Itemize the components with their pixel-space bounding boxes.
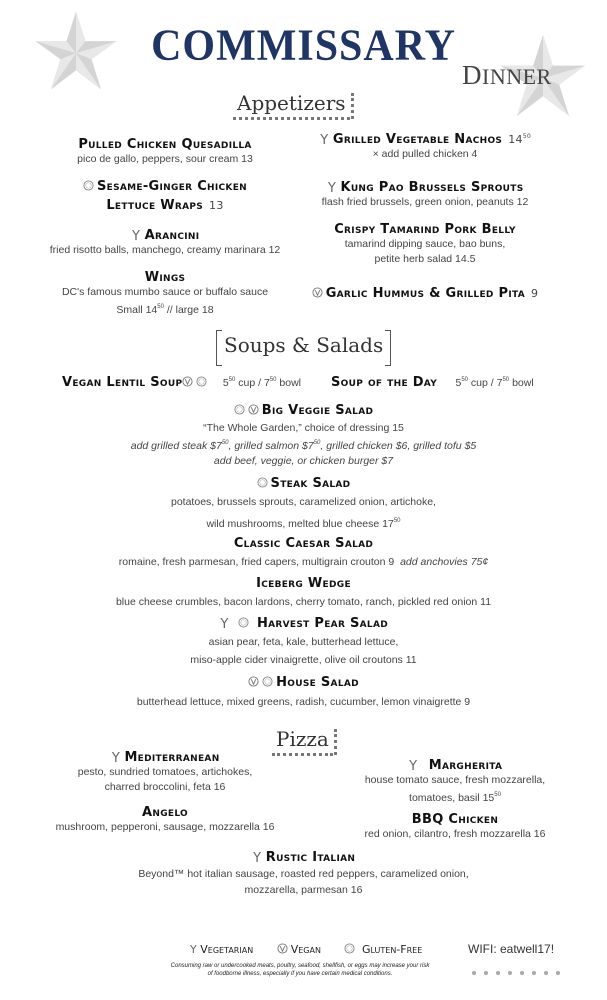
gluten-free-icon [234,404,245,415]
vegetarian-icon: Y [190,943,197,956]
gluten-free-icon [344,943,355,954]
menu-item-garlic-hummus: Garlic Hummus & Grilled Pita 9 [290,286,560,301]
gluten-free-icon [257,477,268,488]
vegan-icon [312,287,323,298]
menu-item-big-veggie-salad: Big Veggie Salad “The Whole Garden,” choice of dressing 15 add grilled steak $\$7^{50}$, grilled salmon $\$7^{50}$, grilled chicken $6, grilled tofu $5 add beef, veggie, or chicken burger $7 [130,403,477,467]
menu-item-angelo: Angelo mushroom, pepperoni, sausage, mozzarella 16 [55,805,275,833]
vegan-icon [277,943,288,954]
menu-subtitle: DINNER [462,60,552,90]
menu-item-iceberg-wedge: Iceberg Wedge blue cheese crumbles, bacon lardons, cherry tomato, ranch, pickled red onion 11 [115,576,492,608]
menu-item-house-salad: House Salad butterhead lettuce, mixed greens, radish, cucumber, lemon vinaigrette 9 [136,675,471,708]
wifi-password: WIFI: eatwell17! [468,942,555,956]
vegetarian-icon: Y [327,181,337,196]
vegan-icon [182,376,193,387]
menu-item-arancini: Y Arancini fried risotto balls, manchego, creamy marinara 12 [49,228,281,256]
vegetarian-icon: Y [320,133,329,148]
menu-item-crispy-tamarind-pork-belly: Crispy Tamarind Pork Belly tamarind dipping sauce, bao buns, petite herb salad 14.5 [334,222,516,265]
menu-item-pulled-chicken-quesadilla: Pulled Chicken Quesadilla pico de gallo, peppers, sour cream 13 [77,137,253,165]
menu-item-soup-of-the-day: Soup of the Day $5^{50}$ cup / $7^{50}$ bowl [331,375,534,390]
gluten-free-icon [83,180,94,191]
menu-item-bbq-chicken: BBQ Chicken red onion, cilantro, fresh mozzarella 16 [364,812,546,840]
menu-item-kung-pao-brussels-sprouts: Y Kung Pao Brussels Sprouts flash fried brussels, green onion, peanuts 12 [321,180,529,208]
menu-item-grilled-vegetable-nachos: Y Grilled Vegetable Nachos $14^{50}$ × add pulled chicken 4 [320,132,532,160]
gluten-free-icon [238,617,249,628]
menu-item-margherita: Y Margherita house tomato sauce, fresh mozzarella, tomatoes, basil $15^{50}$ [364,758,546,804]
dietary-legend: Y Vegetarian Vegan Gluten-Free [190,943,423,956]
menu-item-rustic-italian: Y Rustic Italian Beyond™ hot italian sausage, roasted red peppers, caramelized onion, mozzarella, parmesan 16 [138,850,469,896]
vegan-icon [248,404,259,415]
vegan-icon [248,676,259,687]
section-heading-pizza: Pizza [272,727,333,756]
menu-item-classic-caesar-salad: Classic Caesar Salad romaine, fresh parmesan, fried capers, multigrain crouton 9 add anchovies 75¢ [118,536,489,568]
vegetarian-icon: Y [220,617,229,632]
gluten-free-icon [196,376,207,387]
vegetarian-icon: Y [253,851,262,866]
menu-item-mediterranean: Y Mediterranean pesto, sundried tomatoes, artichokes, charred broccolini, feta 16 [77,750,253,793]
food-safety-disclaimer: Consuming raw or undercooked meats, poultry, seafood, shellfish, or eggs may increase your risk of foodborne illness, especially if you have certain medical conditions. [170,963,430,977]
restaurant-title: COMMISSARY [151,21,456,71]
menu-item-sesame-ginger-chicken: Sesame-Ginger Chicken Lettuce Wraps 13 [20,179,310,213]
vegetarian-icon: Y [111,751,121,766]
menu-item-harvest-pear-salad: Y Harvest Pear Salad asian pear, feta, kale, butterhead lettuce, miso-apple cider vinaigrette, olive oil croutons 11 [190,616,417,666]
menu-item-vegan-lentil-soup: Vegan Lentil Soup $5^{50}$ cup / $7^{50}$ bowl [62,375,301,390]
gluten-free-icon [262,676,273,687]
menu-item-steak-salad: Steak Salad potatoes, brussels sprouts, caramelized onion, artichoke, wild mushrooms, melted blue cheese $17^{50}$ [171,476,436,530]
section-heading-appetizers: Appetizers [233,91,350,120]
decorative-dots [472,962,568,980]
vegetarian-icon: Y [132,229,141,244]
section-heading-soups-salads: Soups & Salads [220,333,387,357]
menu-item-wings: Wings DC's famous mumbo sauce or buffalo sauce Small $14^{50}$ // large 18 [61,270,269,316]
vegetarian-icon: Y [409,759,418,774]
